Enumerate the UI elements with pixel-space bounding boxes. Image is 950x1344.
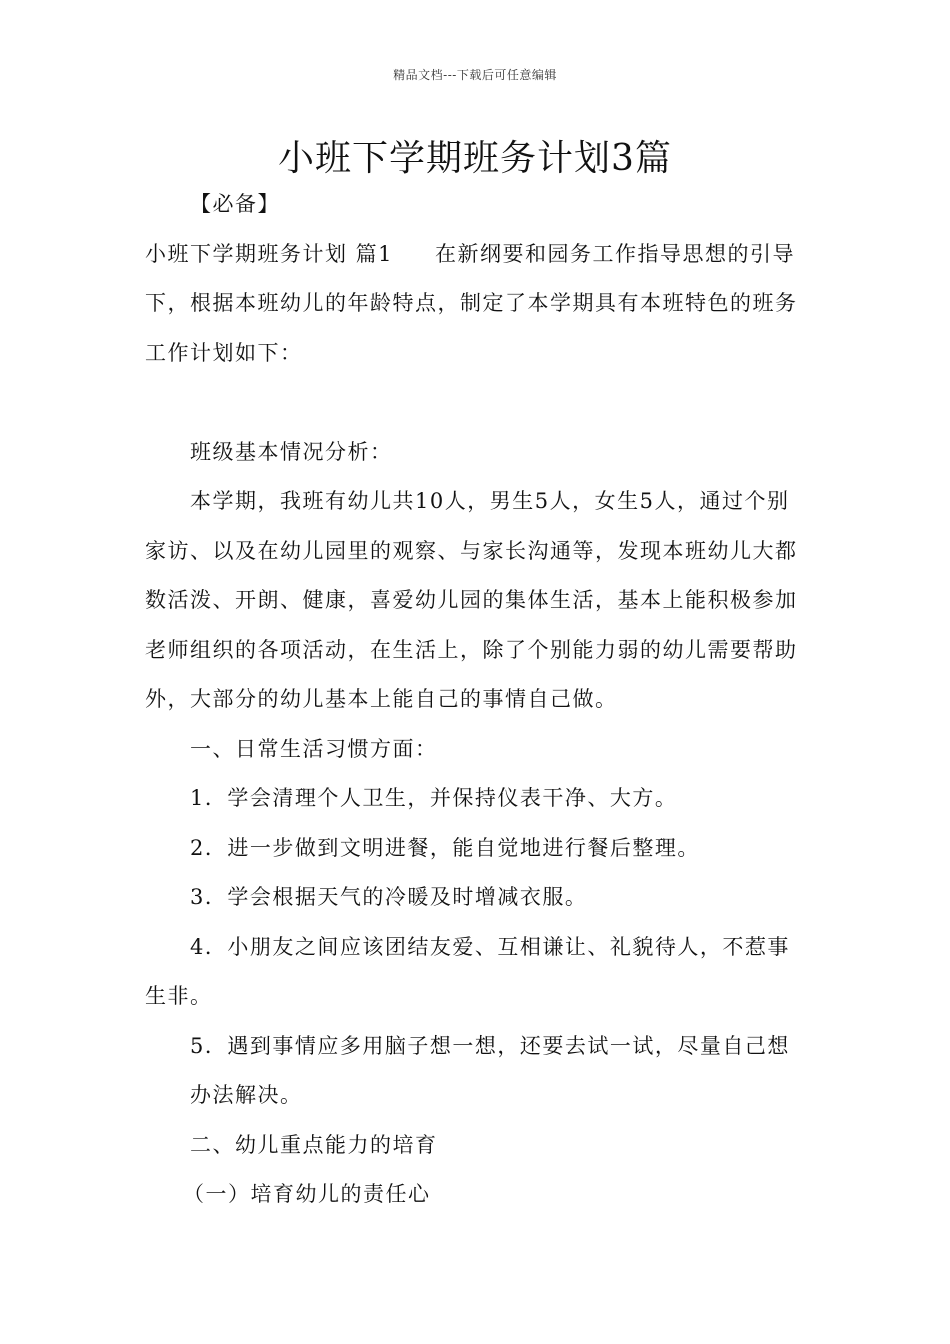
blank-line	[145, 378, 810, 428]
intro-label: 小班下学期班务计划 篇1	[145, 241, 394, 266]
page-header: 精品文档---下载后可任意编辑	[393, 68, 557, 82]
list-item: 3．学会根据天气的冷暖及时增减衣服。	[190, 885, 588, 909]
document-title: 小班下学期班务计划3篇	[278, 138, 672, 179]
list-item: 2．进一步做到文明进餐，能自觉地进行餐后整理。	[190, 835, 700, 860]
document-tag: 【必备】	[190, 192, 280, 216]
section1-heading: 一、日常生活习惯方面：	[190, 736, 438, 761]
list-item: 1．学会清理个人卫生，并保持仪表干净、大方。	[190, 786, 678, 810]
list-item-5-line1: 5．遇到事情应多用脑子想一想，还要去试一试，尽量自己想	[190, 1033, 790, 1058]
list-item: 4．小朋友之间应该团结友爱、互相谦让、礼貌待人，不惹事生非。	[145, 934, 790, 1008]
document-body	[145, 180, 810, 1220]
list-item-5-line2: 办法解决。	[190, 1083, 303, 1107]
subsection1-heading: （一）培育幼儿的责任心	[183, 1182, 431, 1206]
analysis-heading: 班级基本情况分析：	[190, 439, 393, 464]
intro-text: 在新纲要和园务工作指导思想的引导下，根据本班幼儿的年龄特点，制定了本学期具有本班特色的班务工作计划如下：	[145, 241, 798, 365]
intro-paragraph	[145, 230, 810, 379]
section2-heading: 二、幼儿重点能力的培育	[190, 1132, 438, 1157]
analysis-paragraph: 本学期，我班有幼儿共10人，男生5人，女生5人，通过个别家访、以及在幼儿园里的观察、与家长沟通等，发现本班幼儿大都数活泼、开朗、健康，喜爱幼儿园的集体生活，基本上能积极参加老师组织的各项活动，在生活上，除了个别能力弱的幼儿需要帮助外，大部分的幼儿基本上能自己的事情自己做。	[145, 489, 798, 711]
